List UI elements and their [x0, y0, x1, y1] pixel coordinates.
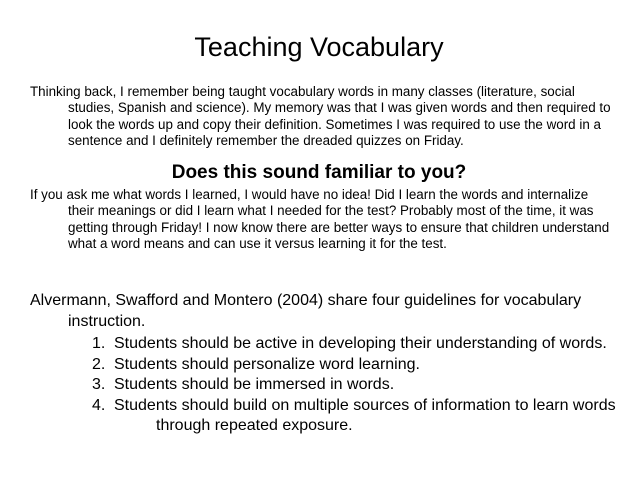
guideline-number: 3.	[92, 376, 106, 393]
guideline-number: 4.	[92, 396, 106, 414]
guideline-number: 2.	[92, 355, 106, 373]
reflection-paragraph: If you ask me what words I learned, I would have no idea! Did I learn the words and internalize their meanings or did I learn what I needed for the test? Probably most of the time, it was getting through Friday! I now know there are better ways to ensure that children understand what a word means and can use it versus learning it for the test.	[30, 187, 610, 252]
guideline-item	[92, 396, 620, 437]
guidelines-intro: Alvermann, Swafford and Montero (2004) share four guidelines for vocabulary instruction.	[30, 292, 582, 330]
memory-paragraph: Thinking back, I remember being taught vocabulary words in many classes (literature, social studies, Spanish and science). My memory was that I was given words and then required to look the words up and copy their definition. Sometimes I was required to use the word in a sentence and I definitely remember the dreaded quizzes on Friday.	[30, 84, 611, 149]
guideline-text: Students should be immersed in words.	[114, 376, 395, 393]
guideline-item	[92, 334, 620, 355]
familiar-question-heading: Does this sound familiar to you?	[171, 162, 467, 183]
guideline-item	[92, 375, 620, 396]
guidelines-list	[30, 334, 620, 437]
guideline-number: 1.	[92, 335, 106, 352]
slide-title: Teaching Vocabulary	[194, 32, 444, 62]
guideline-text: Students should be active in developing their understanding of words.	[114, 335, 607, 352]
guidelines-section	[30, 291, 620, 437]
guideline-text: Students should build on multiple sources of information to learn words through repeated exposure.	[114, 396, 616, 434]
guideline-text: Students should personalize word learning.	[114, 355, 420, 373]
guideline-item	[92, 355, 620, 376]
